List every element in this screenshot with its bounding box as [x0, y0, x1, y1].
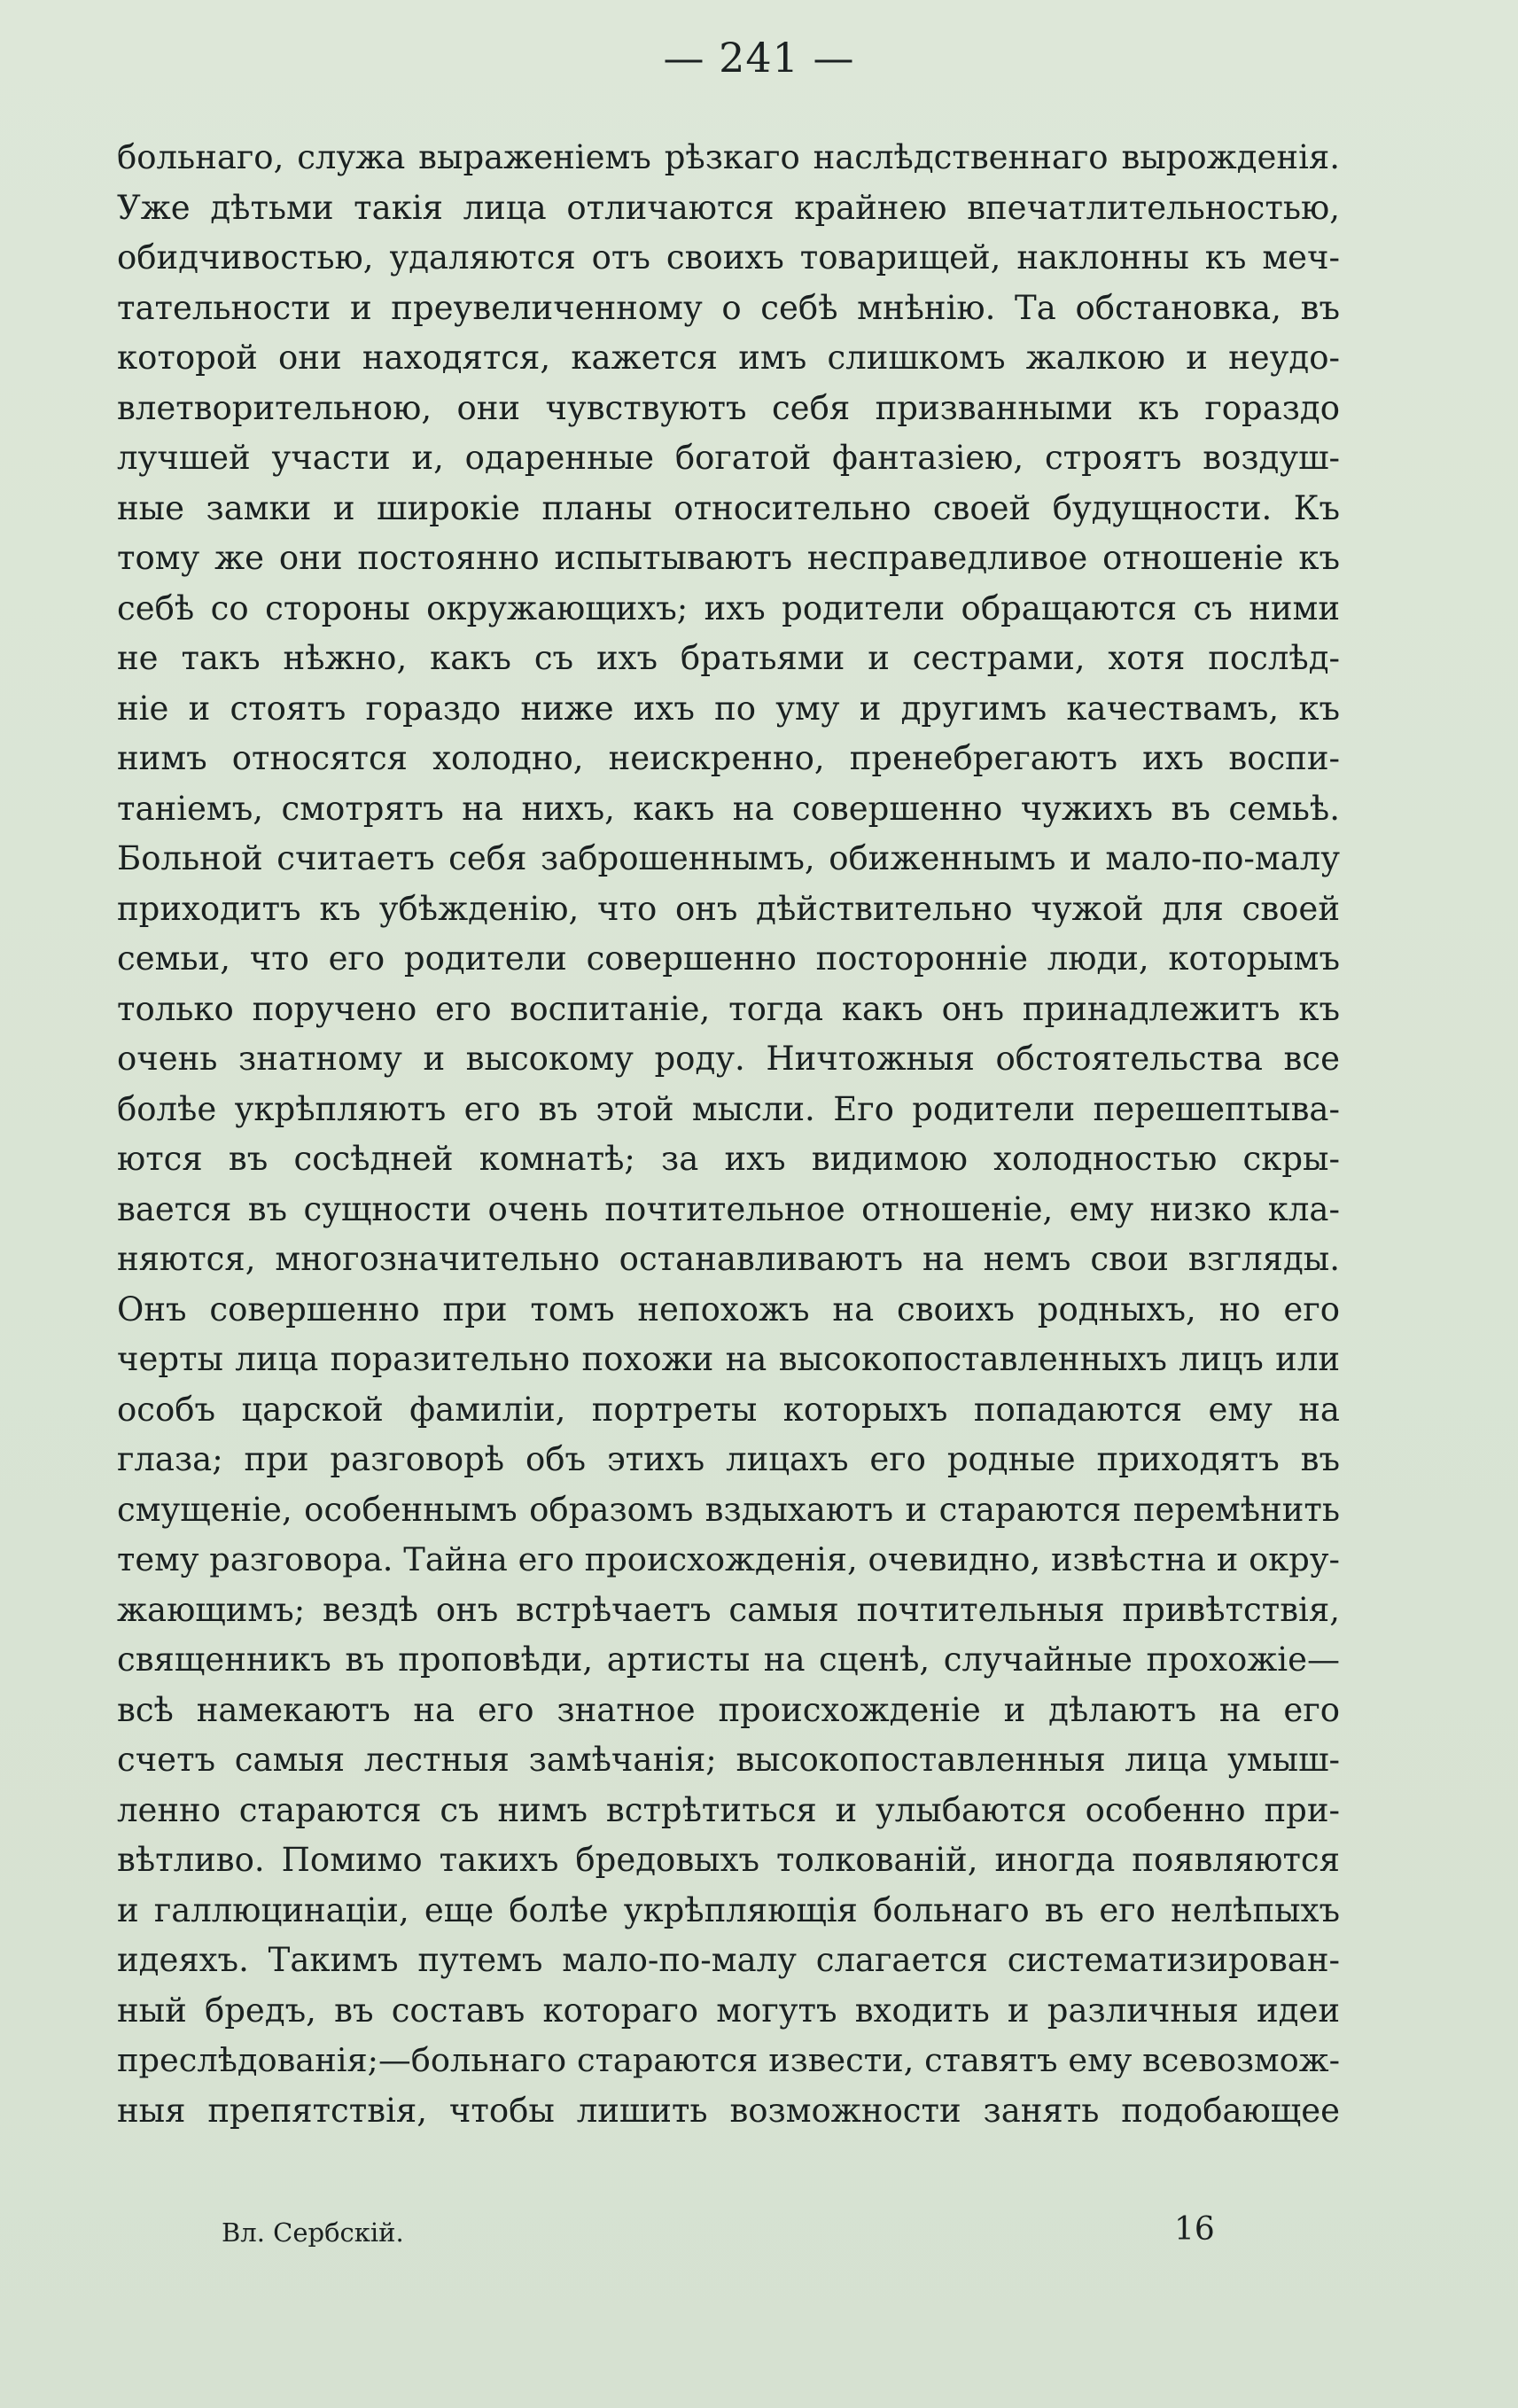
- text-line: таніемъ, смотрятъ на нихъ, какъ на совершенно чужихъ въ семьѣ.: [117, 789, 1340, 828]
- text-line: вается въ сущности очень почтительное отношеніе, ему низко кла-: [117, 1189, 1340, 1228]
- text-line: тательности и преувеличенному о себѣ мнѣнію. Та обстановка, въ: [117, 288, 1340, 327]
- text-line: ный бредъ, въ составъ котораго могутъ входить и различныя идеи: [117, 1991, 1340, 2030]
- text-line: всѣ намекаютъ на его знатное происхожденіе и дѣлаютъ на его: [117, 1690, 1340, 1729]
- text-line: счетъ самыя лестныя замѣчанія; высокопоставленныя лица умыш-: [117, 1741, 1340, 1779]
- text-line: лучшей участи и, одаренные богатой фантазіею, строятъ воздуш-: [117, 439, 1340, 477]
- text-line: няются, многозначительно останавливаютъ на немъ свои взгляды.: [117, 1240, 1340, 1278]
- text-line: особъ царской фамиліи, портреты которыхъ попадаются ему на: [117, 1390, 1340, 1429]
- text-line: нимъ относятся холодно, неискренно, пренебрегаютъ ихъ воспи-: [117, 739, 1340, 777]
- text-line: только поручено его воспитаніе, тогда какъ онъ принадлежитъ къ: [117, 989, 1340, 1028]
- text-line: влетворительною, они чувствуютъ себя призванными къ гораздо: [117, 388, 1340, 427]
- text-line: Уже дѣтьми такія лица отличаются крайнею впечатлительностью,: [117, 188, 1340, 227]
- text-line: тему разговора. Тайна его происхожденія, очевидно, извѣстна и окру-: [117, 1540, 1340, 1578]
- text-line: очень знатному и высокому роду. Ничтожныя обстоятельства все: [117, 1040, 1340, 1078]
- text-line: семьи, что его родители совершенно посторонніе люди, которымъ: [117, 939, 1340, 978]
- text-line: преслѣдованія;—больнаго стараются извести, ставятъ ему всевозмож-: [117, 2041, 1340, 2079]
- text-line: ленно стараются съ нимъ встрѣтиться и улыбаются особенно при-: [117, 1790, 1340, 1829]
- text-line: ніе и стоятъ гораздо ниже ихъ по уму и другимъ качествамъ, къ: [117, 689, 1340, 728]
- text-line: Больной считаетъ себя заброшеннымъ, обиженнымъ и мало-по-малу: [117, 839, 1340, 877]
- text-line: не такъ нѣжно, какъ съ ихъ братьями и сестрами, хотя послѣд-: [117, 639, 1340, 677]
- text-line: которой они находятся, кажется имъ слишкомъ жалкою и неудо-: [117, 339, 1340, 377]
- footer-author: Вл. Сербскій.: [222, 2217, 404, 2248]
- text-line: тому же они постоянно испытываютъ несправедливое отношеніе къ: [117, 539, 1340, 577]
- text-line: ныя препятствія, чтобы лишить возможности занять подобающее: [117, 2091, 1340, 2130]
- text-line: Онъ совершенно при томъ непохожъ на своихъ родныхъ, но его: [117, 1290, 1340, 1329]
- footer-sheet-number: 16: [1174, 2211, 1215, 2248]
- text-line: глаза; при разговорѣ объ этихъ лицахъ его родные приходятъ въ: [117, 1440, 1340, 1478]
- text-line: болѣе укрѣпляютъ его въ этой мысли. Его родители перешептыва-: [117, 1089, 1340, 1128]
- text-line: жающимъ; вездѣ онъ встрѣчаетъ самыя почтительныя привѣтствія,: [117, 1590, 1340, 1629]
- text-line: идеяхъ. Такимъ путемъ мало-по-малу слагается систематизирован-: [117, 1941, 1340, 1979]
- text-line: священникъ въ проповѣди, артисты на сценѣ, случайные прохожіе—: [117, 1640, 1340, 1679]
- text-line: приходитъ къ убѣжденію, что онъ дѣйствительно чужой для своей: [117, 889, 1340, 928]
- text-line: смущеніе, особеннымъ образомъ вздыхаютъ и стараются перемѣнить: [117, 1490, 1340, 1529]
- page-number: — 241 —: [663, 34, 855, 82]
- text-line: и галлюцинаціи, еще болѣе укрѣпляющія больнаго въ его нелѣпыхъ: [117, 1890, 1340, 1929]
- text-line: больнаго, служа выраженіемъ рѣзкаго наслѣдственнаго вырожденія.: [117, 138, 1340, 176]
- text-line: ные замки и широкіе планы относительно своей будущности. Къ: [117, 488, 1340, 527]
- body-text: [117, 133, 1340, 2136]
- text-line: обидчивостью, удаляются отъ своихъ товарищей, наклонны къ меч-: [117, 238, 1340, 277]
- text-line: черты лица поразительно похожи на высокопоставленныхъ лицъ или: [117, 1340, 1340, 1378]
- text-line: ются въ сосѣдней комнатѣ; за ихъ видимою холодностью скры-: [117, 1140, 1340, 1178]
- text-line: себѣ со стороны окружающихъ; ихъ родители обращаются съ ними: [117, 588, 1340, 627]
- text-line: вѣтливо. Помимо такихъ бредовыхъ толкованій, иногда появляются: [117, 1841, 1340, 1879]
